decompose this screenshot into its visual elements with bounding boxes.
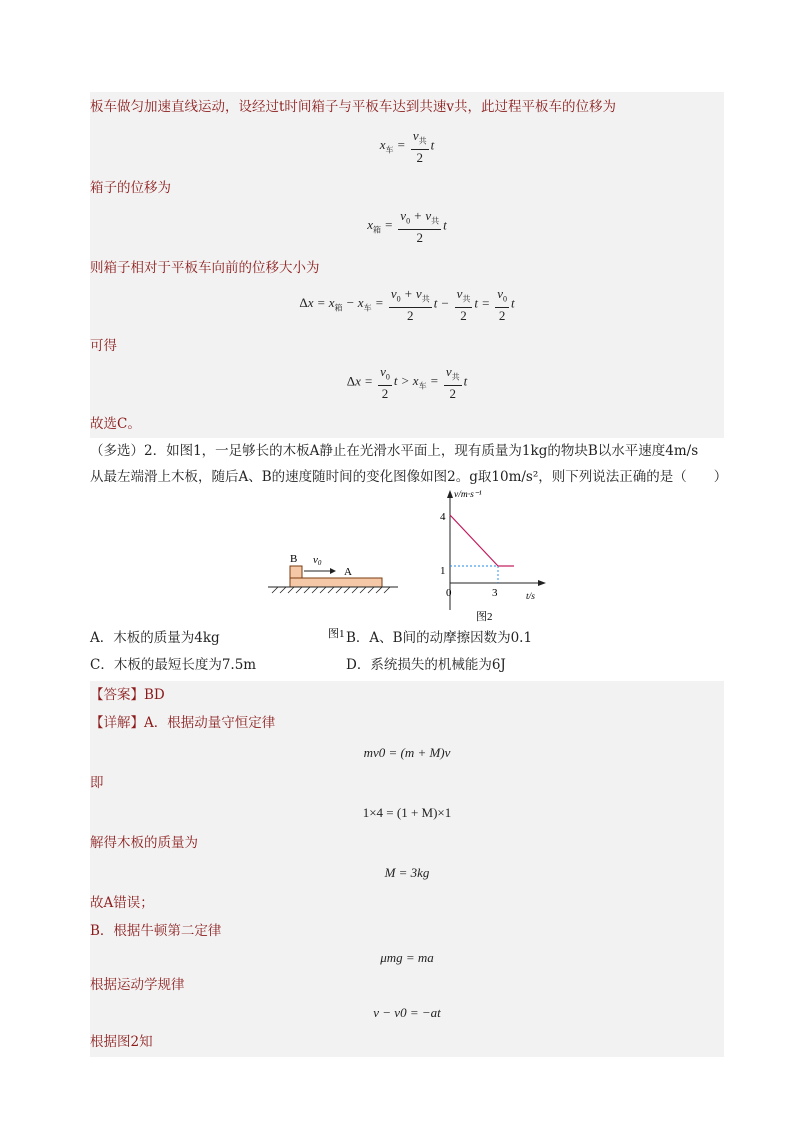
answer-analysis: [90, 681, 724, 1057]
x-axis-arrow-icon: [538, 580, 546, 586]
text-line: 根据运动学规律: [90, 977, 185, 993]
option-c[interactable]: C．木板的最短长度为7.5m: [90, 657, 257, 673]
text-line: 箱子的位移为: [90, 180, 171, 196]
figure-1: [268, 530, 398, 640]
text-line: 板车做匀加速直线运动，设经过t时间箱子与平板车达到共速v共，此过程平板车的位移为: [90, 99, 617, 115]
ground-hatch: [272, 587, 390, 593]
equation-newton: μmg = ma: [380, 950, 434, 965]
analysis-label: 【详解】: [90, 715, 144, 731]
text-line: 解得木板的质量为: [90, 835, 198, 851]
question-text-line-2: 从最左端滑上木板，随后A、B的速度随时间的变化图像如图2。g取10m/s²，则下列说法正确的是（ ）: [90, 469, 728, 485]
answer-line: [90, 681, 724, 709]
board-a: [290, 578, 382, 587]
equation-platform-displacement: $x_车$ = $\frac{v_共}{2}$ t: [379, 128, 435, 165]
analysis-line: [90, 709, 724, 737]
equation-kinematics: v − v0 = −at: [373, 1005, 441, 1020]
option-a[interactable]: A．木板的质量为4kg: [90, 630, 220, 646]
conclusion-line: 故选C。: [90, 416, 141, 432]
option-b[interactable]: B．A、B间的动摩擦因数为0.1: [346, 630, 533, 646]
equation-substitution: 1×4 = (1 + M)×1: [362, 805, 452, 820]
text-line: 则箱子相对于平板车向前的位移大小为: [90, 260, 320, 276]
block-b: [290, 566, 302, 578]
tick-label-x-3: 3: [492, 587, 498, 599]
tick-label-y-1: 1: [440, 565, 446, 577]
label-v0: v0: [313, 554, 322, 567]
text-line: 即: [90, 775, 104, 791]
tick-label-y-4: 4: [440, 511, 446, 523]
label-a: A: [344, 566, 352, 578]
answer-value: BD: [144, 687, 165, 703]
tick-label-origin: 0: [446, 587, 452, 599]
text-line: 故A错误；: [90, 895, 154, 911]
question-block: [90, 438, 728, 679]
question-text-line-1: （多选）2．如图1，一足够长的木板A静止在光滑水平面上，现有质量为1kg的物块B以水平速度4m/s: [90, 443, 699, 459]
option-d[interactable]: D．系统损失的机械能为6J: [346, 657, 506, 673]
equation-box-displacement: $x_箱$ = $\frac{v_0 + v_共}{2}$ t: [367, 208, 447, 245]
figure-1-caption: 图1: [328, 628, 345, 640]
previous-solution: [90, 92, 724, 438]
arrow-head-icon: [330, 568, 336, 574]
equation-comparison: Δx = $\frac{v_0}{2}$ $t > x_车$ = $\frac{v_共}{2}$ t: [346, 364, 468, 401]
document-page: [90, 92, 728, 1057]
fraction: $\frac{v_共}{2}$: [412, 128, 427, 165]
answer-options: [90, 625, 724, 679]
text-line: 可得: [90, 338, 117, 354]
equation-relative-displacement: $\Delta x = x_箱 - x_车$ = $\frac{v_0 + v_共}{2}$ t − $\frac{v_共}{2}$ t = $\frac{v_0}{2}$ t: [299, 286, 515, 323]
velocity-line-decel: [450, 515, 498, 566]
text-line: 根据图2知: [90, 1034, 153, 1050]
x-axis-label: t/s: [526, 592, 535, 602]
y-axis-arrow-icon: [447, 490, 453, 498]
label-b: B: [290, 553, 298, 565]
analysis-a-intro: A．根据动量守恒定律: [144, 715, 276, 731]
eq-lhs: $x_车$ =: [379, 137, 406, 155]
figure-2-caption: 图2: [476, 611, 493, 623]
equation-mass-result: M = 3kg: [384, 865, 430, 880]
figure-2-vt-graph: [428, 484, 558, 624]
text-line: B．根据牛顿第二定律: [90, 923, 222, 939]
answer-label: 【答案】: [90, 687, 144, 703]
equation-momentum: mv0 = (m + M)v: [363, 745, 451, 760]
y-axis-label: v/m·s⁻¹: [454, 490, 482, 500]
